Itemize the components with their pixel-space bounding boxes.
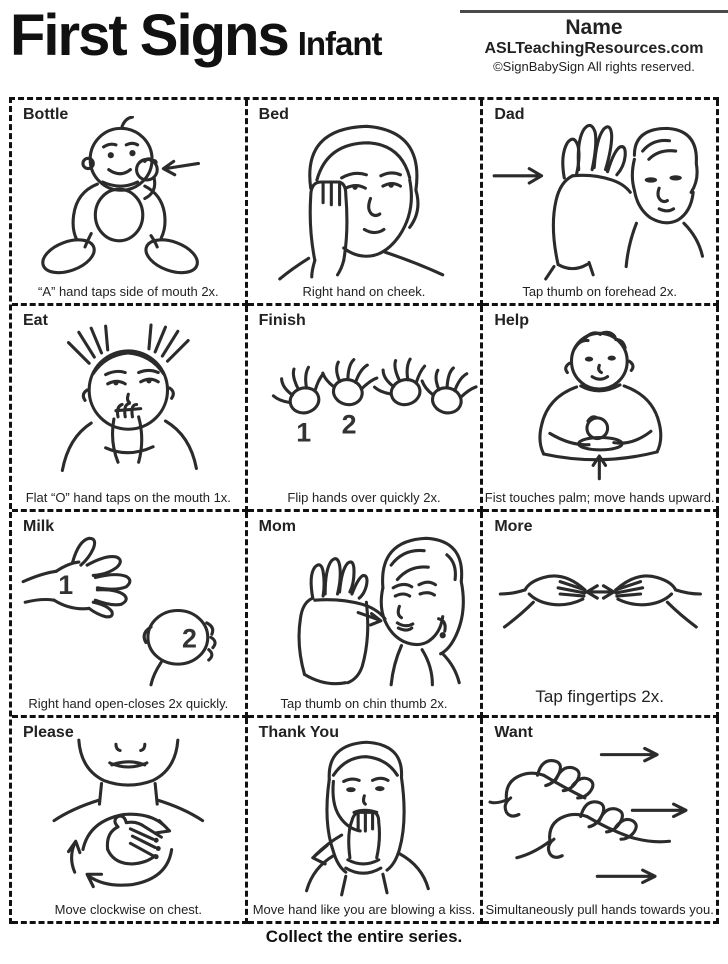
mom-sign-illustration [248, 528, 481, 693]
figure-label-2: 2 [181, 623, 197, 654]
page-header [0, 0, 728, 97]
sign-card-want [483, 718, 719, 924]
sign-name-label: Help [494, 312, 529, 329]
please-sign-illustration [12, 734, 245, 899]
signs-grid [9, 97, 719, 924]
header-right-block [460, 10, 728, 74]
sign-card-finish [248, 306, 484, 512]
sign-card-milk [12, 512, 248, 718]
sign-name-label: Mom [258, 518, 296, 535]
sign-name-label: Bed [258, 106, 289, 123]
sign-card-mom [248, 512, 484, 718]
sign-caption: Flip hands over quickly 2x. [287, 490, 441, 505]
dad-sign-illustration [483, 116, 716, 281]
sign-caption: Fist touches palm; move hands upward. [484, 490, 715, 505]
sign-name-label: Milk [23, 518, 55, 535]
figure-label-1: 1 [58, 570, 74, 600]
sign-caption: Move clockwise on chest. [54, 902, 203, 917]
name-underline [460, 10, 728, 13]
help-sign-illustration [483, 322, 716, 487]
name-label: Name [565, 16, 623, 39]
bed-sign-illustration [248, 116, 481, 281]
thank-you-sign-illustration [248, 734, 481, 899]
figure-label-1: 1 [295, 417, 311, 448]
sign-name-label: Eat [23, 312, 48, 329]
bottle-sign-illustration [12, 116, 245, 281]
page-subtitle: Infant [297, 25, 382, 62]
page-title: First Signs [10, 3, 288, 68]
sign-name-label: More [494, 518, 533, 535]
sign-caption: Right hand open-closes 2x quickly. [28, 696, 229, 711]
want-sign-illustration [483, 734, 716, 899]
milk-sign-illustration [12, 528, 245, 693]
sign-card-please [12, 718, 248, 924]
sign-caption: Tap fingertips 2x. [535, 687, 664, 706]
sign-card-eat [12, 306, 248, 512]
footer-text: Collect the entire series. [265, 927, 463, 946]
sign-name-label: Finish [258, 312, 306, 329]
figure-label-2: 2 [341, 409, 357, 440]
sign-card-help [483, 306, 719, 512]
sign-name-label: Dad [494, 106, 525, 123]
sign-caption: Tap thumb on chin thumb 2x. [280, 696, 448, 711]
sign-name-label: Want [494, 724, 533, 741]
sign-card-thank-you [248, 718, 484, 924]
sign-caption: Simultaneously pull hands towards you. [485, 902, 714, 917]
sign-card-bed [248, 100, 484, 306]
sign-name-label: Thank You [258, 724, 339, 741]
sign-card-more [483, 512, 719, 718]
eat-sign-illustration [12, 322, 245, 487]
sign-caption: “A” hand taps side of mouth 2x. [38, 284, 219, 299]
website-text: ASLTeachingResources.com [484, 40, 704, 57]
sign-caption: Tap thumb on forehead 2x. [522, 284, 677, 299]
sign-caption: Move hand like you are blowing a kiss. [252, 902, 476, 917]
sign-name-label: Please [23, 724, 74, 741]
sign-card-dad [483, 100, 719, 306]
sign-caption: Flat “O” hand taps on the mouth 1x. [25, 490, 231, 505]
sign-name-label: Bottle [23, 106, 69, 123]
copyright-text: ©SignBabySign All rights reserved. [493, 59, 695, 74]
sign-caption: Right hand on cheek. [302, 284, 426, 299]
sign-card-bottle [12, 100, 248, 306]
finish-sign-illustration [248, 322, 481, 487]
more-sign-illustration [483, 528, 716, 693]
